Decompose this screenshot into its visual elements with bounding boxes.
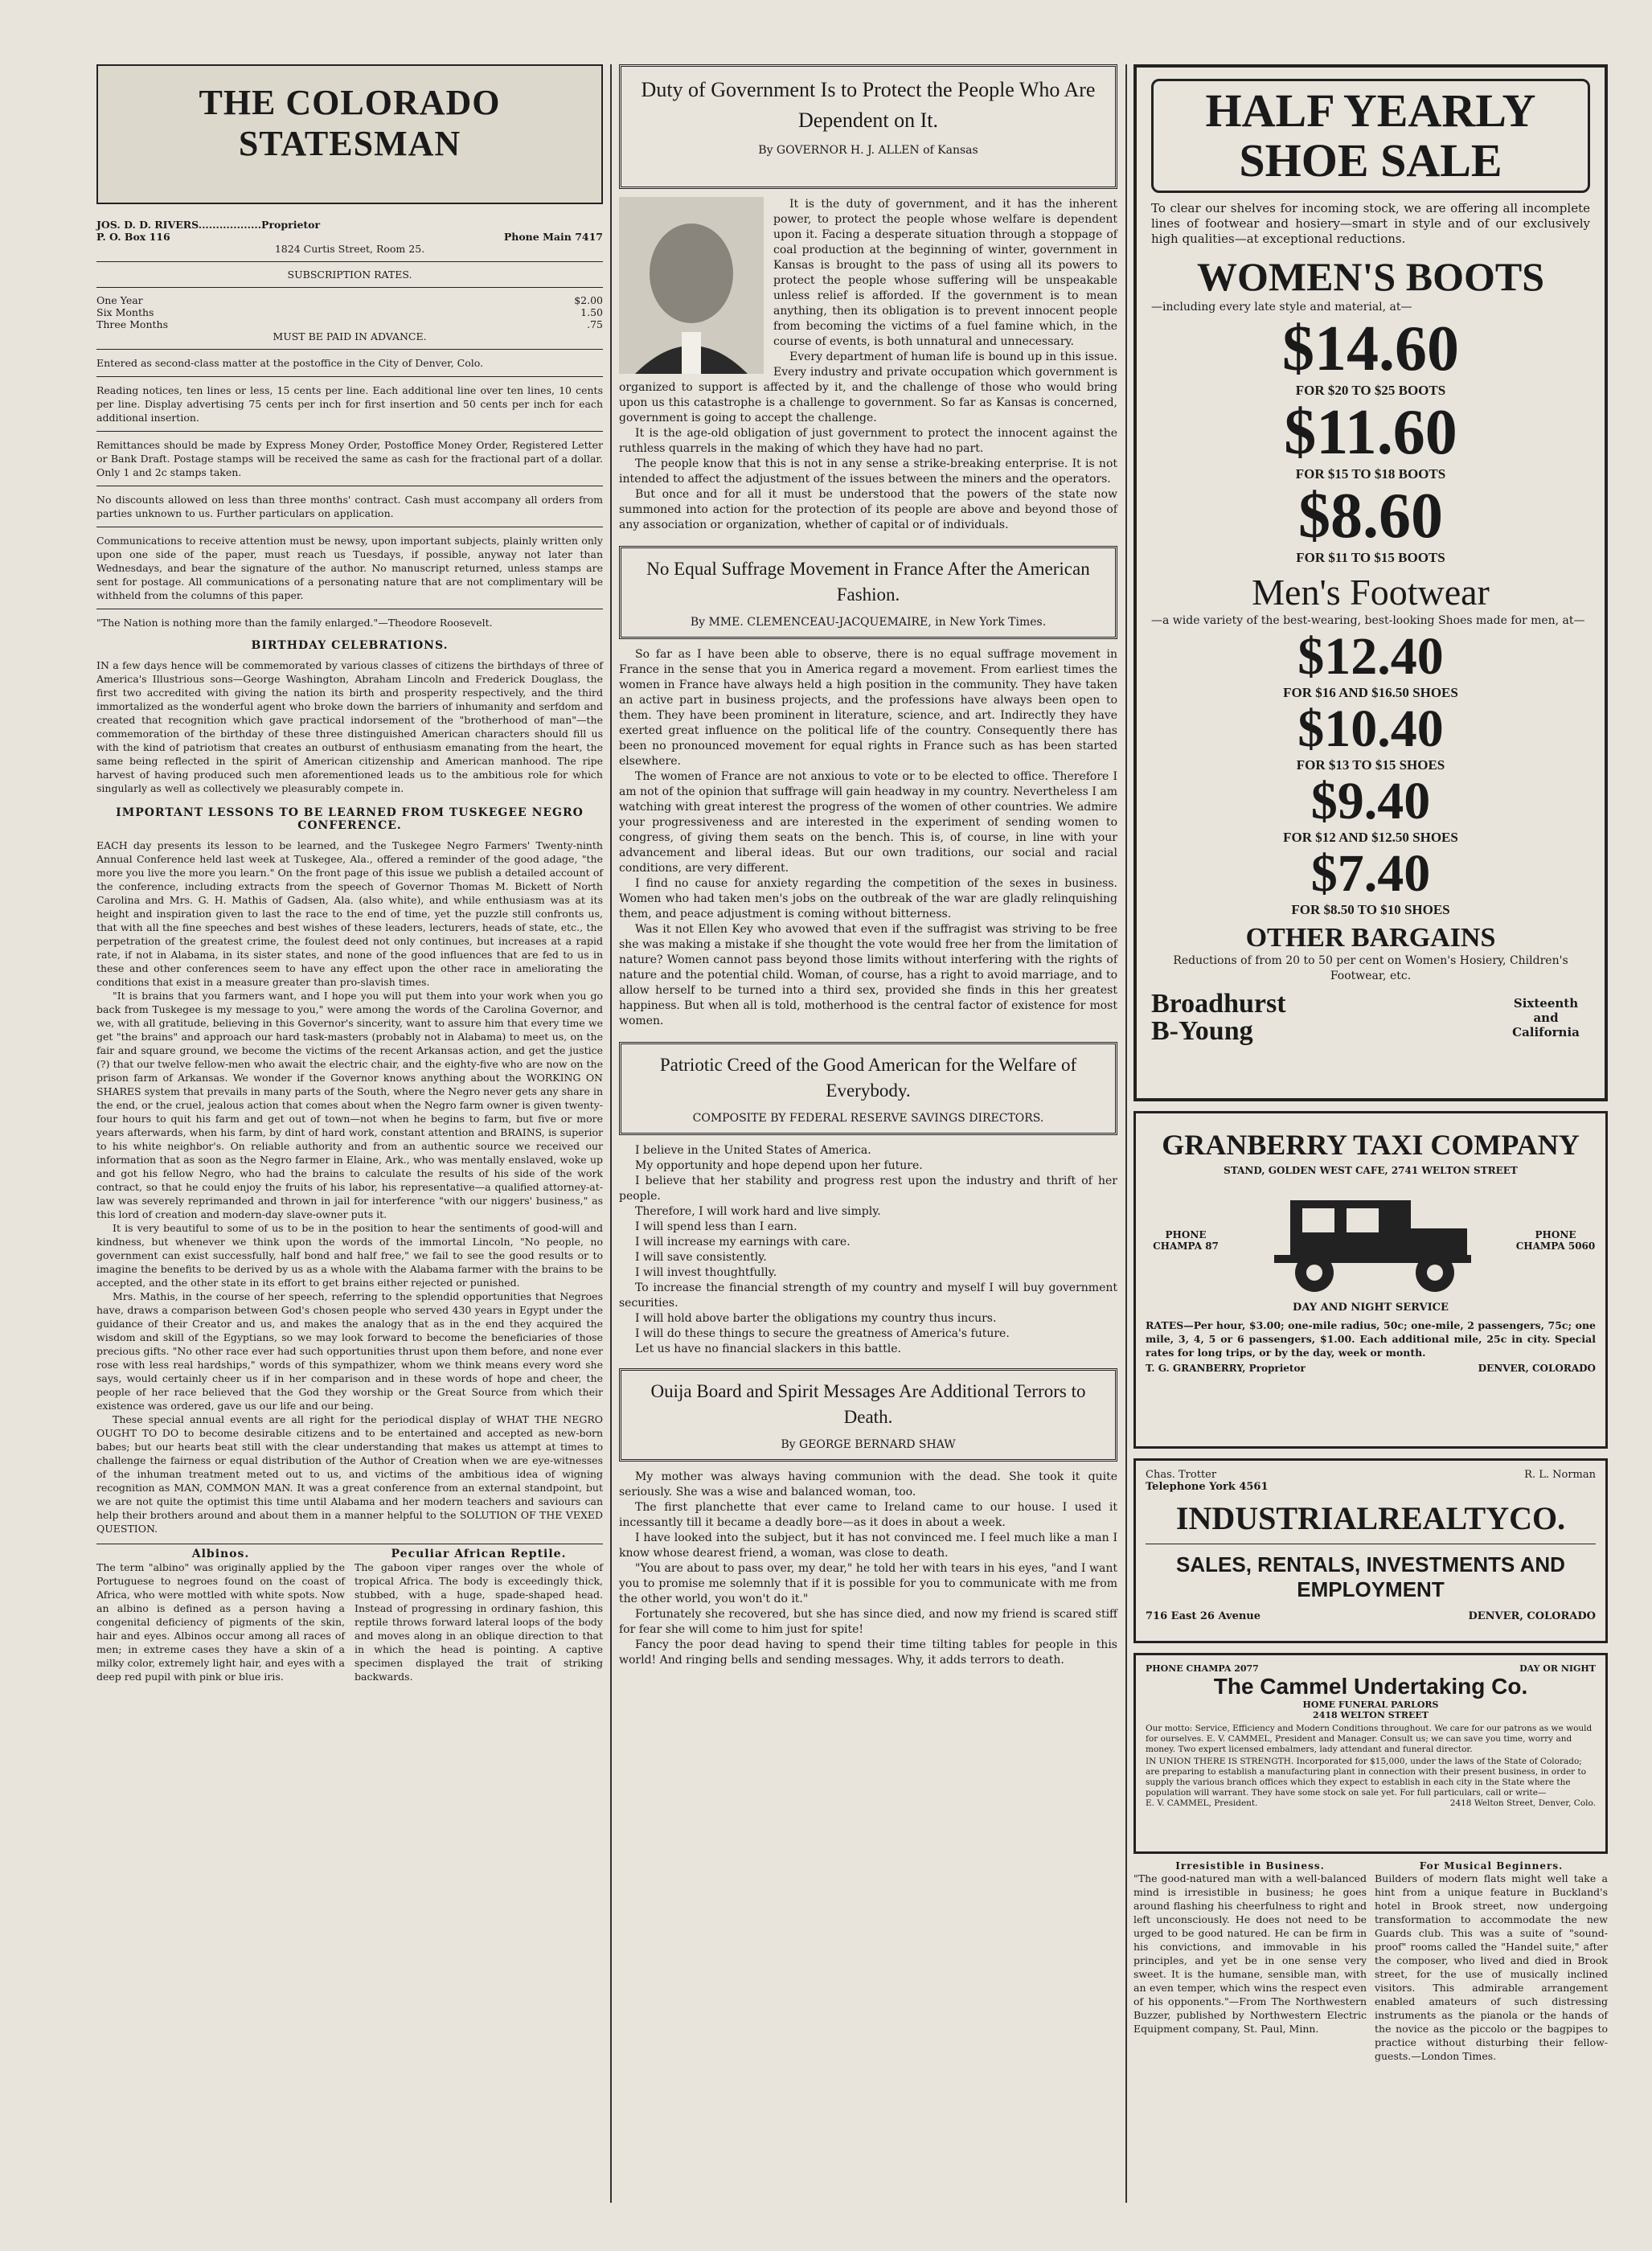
cammel-signer-address: 2418 Welton Street, Denver, Colo. — [1449, 1798, 1596, 1808]
suffrage-title-box — [619, 546, 1117, 639]
shoe-sale-title-2: SHOE SALE — [1239, 134, 1502, 187]
subscription-heading: SUBSCRIPTION RATES. — [287, 269, 412, 281]
price: $12.40 — [1297, 627, 1444, 686]
tuskegee-heading: IMPORTANT LESSONS TO BE LEARNED FROM TUSKEGEE NEGRO CONFERENCE. — [116, 806, 584, 832]
price: $10.40 — [1297, 699, 1444, 758]
creed-line: Therefore, I will work hard and live simply. — [635, 1205, 881, 1218]
column-rule — [610, 64, 612, 2203]
creed-line: I will invest thoughtfully. — [635, 1266, 777, 1279]
masthead — [96, 64, 603, 204]
address: 1824 Curtis Street, Room 25. — [274, 243, 425, 255]
albinos-heading: Albinos. — [191, 1548, 250, 1560]
tuskegee-paragraph: EACH day presents its lesson to be learned, and the Tuskegee Negro Farmers' Twenty-ninth Annual Conference held last week at Tuskegee, Ala., offered a reminder of the good adage, "the more you live the more you learn." On the front page of this issue we publish a detailed account of the conference, including extracts from the speech of Governor Thomas M. Bickett of North Carolina and Mrs. G. H. Mathis of Gadsen, Ala. (also white), and while enthusiasm was at its height and inspiration given to last the race to the end of time, yet the puzzle still confronts us, that with all the fine speeches and best wishes of these leaders, lecturers, heads of state, etc., the perpetration of the greatest crime, the foulest deed not only continues, but increases at a rapid rate, if not in Alabama, in its sister states, and none of the good influences that are fed to us in these and other conferences seem to have any effect upon the other race in ameliorating the conditions that exist in a measure greater than pro-slavish times. — [96, 839, 603, 988]
price-caption: FOR $13 TO $15 SHOES — [1296, 757, 1445, 773]
creed-line: I will do these things to secure the greatness of America's future. — [635, 1327, 1010, 1340]
creed-line: I will save consistently. — [635, 1251, 767, 1264]
suffrage-paragraph: So far as I have been able to observe, there is no equal suffrage movement in France in the sense that you in America regard a movement. From earliest times the women in France have always held a high position in the community. They have taken an active part in business projects, and the professions have always been open to them. They have been prominent in literature, science, and art. Indirectly they have exerted great influence on the political life of the country. Consequently there has been no pronounced movement for equal rights in France such as has been started elsewhere. — [619, 648, 1117, 768]
store-location: Sixteenth and California — [1512, 996, 1580, 1039]
birthday-heading: BIRTHDAY CELEBRATIONS. — [251, 639, 449, 652]
creed-line: To increase the financial strength of my country and myself I will buy government securities. — [619, 1281, 1117, 1310]
rate-label: Three Months — [96, 318, 168, 330]
shoe-sale-banner — [1151, 79, 1590, 193]
shoe-sale-title-1: HALF YEARLY — [1205, 84, 1536, 137]
realty-ad — [1133, 1458, 1608, 1643]
realty-services: SALES, RENTALS, INVESTMENTS AND EMPLOYMENT — [1176, 1552, 1565, 1601]
price: $8.60 — [1298, 481, 1443, 551]
cammel-motto: Our motto: Service, Efficiency and Modern Conditions throughout. We care for our patrons as we would for ourselves. E. V. CAMMEL, President and Manager. Consult us; we can save you time, worry and money. Two expert licensed embalmers, lady attendant and funeral director. — [1146, 1724, 1593, 1754]
suffrage-title: No Equal Suffrage Movement in France After the American Fashion. — [646, 559, 1090, 605]
price-caption: FOR $12 AND $12.50 SHOES — [1283, 830, 1458, 845]
short-items — [96, 1544, 603, 1683]
communications-note: Communications to receive attention must be newsy, upon important subjects, plainly written only upon one side of the paper, must reach us Tuesdays, if possible, anyway not later than Wednesdays, and bear the signature of the author. No manuscript returned, unless stamps are sent for postage. All communications of a personating nature that are not complimentary will be withheld from the columns of this paper. — [96, 535, 603, 601]
cammel-ad — [1133, 1653, 1608, 1854]
duty-paragraph: Every department of human life is bound up in this issue. Every industry and private occupation which government is organized to support is affected by it, and the challenge of those who would bring upon us this catastrophe is a challenge to government. So far as Kansas is concerned, government is going to accept the challenge. — [619, 351, 1117, 424]
creed-line: I believe that her stability and progress rest upon the industry and thrift of her people. — [619, 1175, 1117, 1203]
taxi-car-icon — [1258, 1184, 1483, 1297]
tuskegee-paragraph: It is very beautiful to some of us to be in the position to hear the sentiments of good-will and kindness, but whenever we think upon the words of the immortal Lincoln, "No people, no government can exist successfully, half bond and half free," we fail to see the good results or to imagine the benefits to be derived by us as a whole with the Alabama farmer with the brains to be accepted, and the other state in its effort to get brains either rejected or punished. — [96, 1222, 603, 1289]
birthday-body: IN a few days hence will be commemorated by various classes of citizens the birthdays of three of America's Illustrious sons—George Washington, Abraham Lincoln and Frederick Douglass, the first two accredited with giving the nation its birth and prosperity respectively, and the third immortalized as the wonderful agent who broke down the barriers of inhumanity and serfdom and created that recognition which gave practical indorsement of the "brotherhood of man"—the commemoration of the birthday of these three distinguished American characters should fill us with the kind of patriotism that creates an outburst of enthusiasm emanating from the heart, the same being reflected in the spirit of American citizenship and American manhood. The ripe harvest of having produced such men aforementioned leads us to the ambitious role for which singularly as well as collectively we pleasurably compete in. — [96, 659, 603, 794]
ouija-paragraph: Fortunately she recovered, but she has since died, and now my friend is scared stiff for fear she will come to him just for spite! — [619, 1608, 1117, 1636]
remittances-note: Remittances should be made by Express Money Order, Postoffice Money Order, Registered Letter or Bank Draft. Postage stamps will be received the same as cash for the fractional part of a dollar. Only 1 and 2c stamps taken. — [96, 439, 603, 478]
creed-line: Let us have no financial slackers in this battle. — [635, 1343, 901, 1355]
albinos-body: The term "albino" was originally applied by the Portuguese to negroes found on the coast of Africa, who were mottled with white spots. Now an albino is defined as a person having a congenital deficiency of pigments of the skin, hair and eyes. Albinos occur among all races of men; in extreme cases they have a skin of a milky color, extremely light hair, and eyes with a deep red pupil with pink or blue iris. — [96, 1561, 345, 1683]
business-heading: Irresistible in Business. — [1175, 1860, 1325, 1872]
cammel-union: IN UNION THERE IS STRENGTH. Incorporated for $15,000, under the laws of the State of Colorado; are preparing to establish a manufacturing plant in connection with their present business, in order to supply the various branch offices which they expect to establish in each city in the State where the population will warrant. They have some stock on sale yet. For full particulars, call or write— — [1146, 1757, 1587, 1798]
realty-right-name: R. L. Norman — [1524, 1469, 1596, 1481]
reptile-heading: Peculiar African Reptile. — [391, 1548, 567, 1560]
rate-price: 1.50 — [580, 306, 603, 318]
advance-note: MUST BE PAID IN ADVANCE. — [273, 330, 427, 342]
duty-paragraph: But once and for all it must be understood that the powers of the state now summoned into action for the protection of its people are above and beyond those of any association or organization, whether of capital or of individuals. — [619, 488, 1117, 531]
musical-body: Builders of modern flats might well take a hint from a unique feature in Buckland's hotel in Brook street, now undergoing transformation to accommodate the new Guards club. This was a suite of "sound-proof" rooms called the "Handel suite," after the composer, who lived and died in Brook street, for the use of musically inclined visitors. This admirable arrangement enabled amateurs of such distressing instruments as the pianola or the hands of the novice as the piccolo or the bagpipes to practice without disturbing their fellow-guests.—London Times. — [1375, 1872, 1608, 2062]
creed-title: Patriotic Creed of the Good American for the Welfare of Everybody. — [659, 1055, 1077, 1101]
cammel-hours: DAY OR NIGHT — [1519, 1663, 1596, 1674]
suffrage-paragraph: Was it not Ellen Key who avowed that even if the suffragist was striving to be free she was making a mistake if she thought the vote would free her from the limitation of nature? Women cannot pass beyond those limits without interfering with the rights of nature and the potential child. Woman, of course, has a right to avoid marriage, and to allow herself to be turned into a third sex, provided she finds in this her greatest happiness. But when all is told, motherhood is the central factor of existence for most women. — [619, 923, 1117, 1027]
po-box: P. O. Box 116 — [96, 231, 170, 243]
cammel-sub-1: HOME FUNERAL PARLORS — [1302, 1700, 1439, 1710]
suffrage-byline: By MME. CLEMENCEAU-JACQUEMAIRE, in New York Times. — [690, 616, 1047, 629]
phone-main: Phone Main 7417 — [503, 231, 603, 243]
suffrage-paragraph: I find no cause for anxiety regarding the competition of the sexes in business. Women who had taken men's jobs on the outbreak of the war are gladly relinquishing them, and peace adjustment is coming without bitterness. — [619, 877, 1117, 920]
shoe-sale-ad — [1133, 64, 1608, 1101]
mens-heading: Men's Footwear — [1252, 572, 1490, 613]
cammel-signer: E. V. CAMMEL, President. — [1146, 1798, 1258, 1808]
tuskegee-paragraph: These special annual events are all right for the periodical display of WHAT THE NEGRO OUGHT TO DO to become desirable citizens and to be entertained and accepted as new-born babes; but our hearts beat still with the clear understanding that makes us attempt at times to challenge the fairness or equal distribution of the Author of Creation when we are eye-witnesses of the inhuman treatment meted out to us, and victims of the ambitious idea of wigning recognition as MAN, COMMON MAN. It was a great conference from an external standpoint, but we are not quite the optimist this time until Alabama and her modern teachers and saviours can help their brothers around and about them in a manner helpful to the SOLUTION OF THE VEXED QUESTION. — [96, 1413, 603, 1535]
store-logo-line-2: B-Young — [1151, 1016, 1253, 1046]
price: $9.40 — [1310, 772, 1431, 830]
column-middle — [619, 64, 1117, 2203]
rate-label: Six Months — [96, 306, 154, 318]
womens-sub: —including every late style and material, at— — [1151, 301, 1412, 314]
taxi-proprietor: T. G. GRANBERRY, Proprietor — [1146, 1363, 1306, 1374]
publisher-info — [96, 219, 603, 629]
business-body: "The good-natured man with a well-balanced mind is irresistible in business; he goes around flashing his cheerfulness to right and left unconsciously. He does not need to be urged to be good natured. He can be firm in his convictions, and immovable in his principles, and yet be in one sense very sweet. It is the humane, sensible man, with an even temper, which wins the respect even of his opponents."—From The Northwestern Buzzer, published by Northwestern Electric Equipment company, St. Paul, Minn. — [1133, 1872, 1367, 2035]
tuskegee-paragraph: Mrs. Mathis, in the course of her speech, referring to the splendid opportunities that Negroes have, draws a comparison between God's chosen people who served 430 years in Egypt under the guidance of their Creator and us, and makes the analogy that as in the end they acquired the wisdom and skill of the Egyptians, so we may look forward to become the beneficiaries of those precious gifts. "No other race ever had such opportunities thrust upon them before, and none ever rose with less real hardships," words of this sympathizer, whom we think means every word she says, would certainly cheer us if in her comparison and in these words of hope and cheer, the people of her race believed that the God they worship or the Great Source from which their existence was ordered, gave us our life and our being. — [96, 1290, 603, 1412]
duty-title-box — [619, 64, 1117, 189]
ouija-title-box — [619, 1368, 1117, 1462]
ouija-paragraph: "You are about to pass over, my dear," he told her with tears in his eyes, "and I want you to promise me solemnly that if it is possible for you to communicate with me from the other world, you won't do it." — [619, 1562, 1117, 1605]
taxi-ad — [1133, 1111, 1608, 1449]
ouija-paragraph: Fancy the poor dead having to spend their time tilting tables for people in this world! And ringing bells and sending messages. Why, it adds terrors to death. — [619, 1638, 1117, 1667]
entered-note: Entered as second-class matter at the postoffice in the City of Denver, Colo. — [96, 357, 484, 369]
ouija-paragraph: The first planchette that ever came to Ireland came to our house. I used it incessantly till it became a deadly bore—as it does in about a week. — [619, 1501, 1117, 1529]
price-caption: FOR $8.50 TO $10 SHOES — [1291, 902, 1450, 917]
column-right — [1133, 64, 1608, 2203]
reptile-body: The gaboon viper ranges over the whole of tropical Africa. The body is exceedingly thick, stubbed, with a huge, spade-shaped head. Instead of progressing in ordinary fashion, this reptile throws forward lateral loops of the body and moves along in an oblique direction to that in which the head is pointing. A captive specimen displayed the trait of striking backwards. — [355, 1561, 603, 1683]
creed-title-box — [619, 1042, 1117, 1135]
reading-notices: Reading notices, ten lines or less, 15 cents per line. Each additional line over ten lines, 10 cents per line. Display advertising 75 cents per inch for first insertion and 50 cents per inch for each additional insertion. — [96, 384, 603, 424]
bottom-items — [1133, 1860, 1608, 2063]
duty-byline: By GOVERNOR H. J. ALLEN of Kansas — [758, 144, 978, 157]
column-rule — [1125, 64, 1127, 2203]
creed-line: I will hold above barter the obligations my country thus incurs. — [635, 1312, 997, 1325]
price-caption: FOR $11 TO $15 BOOTS — [1296, 550, 1445, 565]
cammel-title: The Cammel Undertaking Co. — [1213, 1674, 1528, 1699]
creed-byline: COMPOSITE BY FEDERAL RESERVE SAVINGS DIRECTORS. — [692, 1112, 1044, 1125]
creed-list — [619, 1143, 1117, 1357]
rate-label: One Year — [96, 294, 143, 306]
duty-paragraph: It is the duty of government, and it has the inherent power, to protect the people whose welfare is dependent upon it. Facing a desperate situation through a stoppage of coal production at the beginning of winter, government in Kansas is brought to the pass of using all its powers to protect the people whose suffering will be unspeakable unless relief is afforded. If the government is to mean anything, then its obligation is to prevent innocent people from becoming the victims of a fuel famine which, in the course of events, is both unnatural and unnecessary. — [773, 198, 1117, 348]
other-bargains-heading: OTHER BARGAINS — [1245, 923, 1496, 953]
taxi-phone-right: PHONE CHAMPA 5060 — [1515, 1229, 1596, 1252]
realty-phone: Telephone York 4561 — [1146, 1481, 1269, 1493]
price-caption: FOR $20 TO $25 BOOTS — [1295, 383, 1446, 398]
ouija-paragraph: I have looked into the subject, but it has not convinced me. I feel much like a man I know whose dearest friend, a woman, was close to death. — [619, 1531, 1117, 1560]
taxi-title: GRANBERRY TAXI COMPANY — [1162, 1129, 1580, 1161]
taxi-phone-left: PHONE CHAMPA 87 — [1153, 1229, 1219, 1252]
musical-heading: For Musical Beginners. — [1419, 1860, 1564, 1872]
column-left — [96, 64, 603, 2203]
price: $14.60 — [1282, 314, 1459, 384]
price-caption: FOR $15 TO $18 BOOTS — [1295, 466, 1446, 482]
creed-line: I believe in the United States of America. — [635, 1144, 871, 1157]
roosevelt-quote: "The Nation is nothing more than the family enlarged."—Theodore Roosevelt. — [96, 617, 493, 629]
taxi-stand: STAND, GOLDEN WEST CAFE, 2741 WELTON STREET — [1224, 1165, 1518, 1176]
tuskegee-paragraph: "It is brains that you farmers want, and I hope you will put them into your work when you go back from Tuskegee is my message to you," were among the words of the Carolina Governor, and we, with all gratitude, believing in this Governor's sincerity, want to assure him that every time we get "the brains" and approach our hard task-masters (probably not in Alabama) to meet us, on the fair and square ground, we become the victims of the recent Arkansas action, and get the justice (?) that our twelve fellow-men who await the electric chair, and the eighty-five who are now on the prison farm of Arkansas. We wonder if the Governor knows anything about the WORKING ON SHARES system that prevails in many parts of the South, where the Negro never gets any share in the end, or the cruel, jealous action that comes about when the Negro farm owner is given twenty-four hours to quit his farm and get out of town—not when he begins to farm, but five or more years afterwards, when his farm, by dint of hard work, constant attention and BRAINS, is superior to his white neighbor's. On reliable authority and from an authentic source we received our information that as soon as the Negro farmer in Elaine, Ark., who was mentally enslaved, woke up and got his fellow Negro, who had the brains to calculate the results of his side of the work contract, so that he could enjoy the fruits of his labor, his representative—a qualified attorney-at-law was severely reprimanded and thrown in jail for interference "with our niggers' business," as this lord of creation and modern-day slave-owner puts it. — [96, 990, 603, 1220]
ouija-paragraph: My mother was always having communion with the dead. She took it quite seriously. She was a wise and balanced woman, too. — [619, 1470, 1117, 1499]
taxi-city: DENVER, COLORADO — [1478, 1363, 1596, 1374]
womens-heading: WOMEN'S BOOTS — [1196, 254, 1545, 299]
taxi-service: DAY AND NIGHT SERVICE — [1293, 1302, 1449, 1314]
duty-paragraph: The people know that this is not in any sense a strike-breaking enterprise. It is not intended to affect the adjustment of the issues between the miners and the operators. — [619, 457, 1117, 486]
price: $7.40 — [1310, 844, 1431, 903]
newspaper-page — [96, 64, 1608, 2203]
realty-city: DENVER, COLORADO — [1468, 1610, 1596, 1622]
ouija-title: Ouija Board and Spirit Messages Are Additional Terrors to Death. — [650, 1381, 1086, 1427]
realty-address: 716 East 26 Avenue — [1146, 1610, 1261, 1622]
masthead-title: THE COLORADO STATESMAN — [199, 83, 501, 163]
cammel-sub-2: 2418 WELTON STREET — [1313, 1710, 1429, 1720]
rate-price: $2.00 — [574, 294, 603, 306]
creed-line: My opportunity and hope depend upon her future. — [635, 1159, 923, 1172]
other-bargains-sub: Reductions of from 20 to 50 per cent on Women's Hosiery, Children's Footwear, etc. — [1173, 954, 1568, 982]
mens-sub: —a wide variety of the best-wearing, best-looking Shoes made for men, at— — [1151, 614, 1585, 627]
price-caption: FOR $16 AND $16.50 SHOES — [1283, 685, 1458, 700]
price: $11.60 — [1284, 397, 1457, 468]
rate-price: .75 — [587, 318, 603, 330]
realty-left-name: Chas. Trotter — [1146, 1469, 1217, 1481]
suffrage-paragraph: The women of France are not anxious to vote or to be elected to office. Therefore I am not of the opinion that suffrage will gain headway in my country. Nevertheless I am watching with great interest the progress of the women of other countries. We admire your progressiveness and are interested in the experiment of sending women to congress, of giving them seats on the bench. This is, of course, in line with your advancement and liberal ideas. But our own traditions, our social and racial conditions, are very different. — [619, 770, 1117, 875]
governor-portrait — [619, 197, 764, 374]
taxi-rates: RATES—Per hour, $3.00; one-mile radius, 50c; one-mile, 2 passengers, 75c; one mile, 3, 4, 5 or 6 passengers, $1.00. Each additional mile, 25c in city. Special rates for long trips, or by the day, week or month. — [1146, 1319, 1596, 1359]
realty-title: INDUSTRIALREALTYCO. — [1175, 1500, 1566, 1536]
ouija-byline: By GEORGE BERNARD SHAW — [781, 1438, 956, 1451]
discounts-note: No discounts allowed on less than three months' contract. Cash must accompany all orders from parties unknown to us. Further particulars on application. — [96, 494, 603, 519]
shoe-sale-intro: To clear our shelves for incoming stock, we are offering all incomplete lines of footwear and hosiery—smart in style and of our exclusively high qualities—at exceptional reductions. — [1151, 201, 1590, 246]
cammel-phone: PHONE CHAMPA 2077 — [1146, 1663, 1259, 1674]
creed-line: I will increase my earnings with care. — [635, 1236, 851, 1249]
creed-line: I will spend less than I earn. — [635, 1220, 797, 1233]
duty-article — [619, 197, 1117, 533]
duty-paragraph: It is the age-old obligation of just government to protect the innocent against the ruthless quarrels in the making of which they have had no part. — [619, 427, 1117, 455]
store-logo-line-1: Broadhurst — [1151, 989, 1286, 1019]
proprietor: JOS. D. D. RIVERS..................Proprietor — [96, 219, 321, 231]
duty-title: Duty of Government Is to Protect the People Who Are Dependent on It. — [641, 78, 1096, 132]
